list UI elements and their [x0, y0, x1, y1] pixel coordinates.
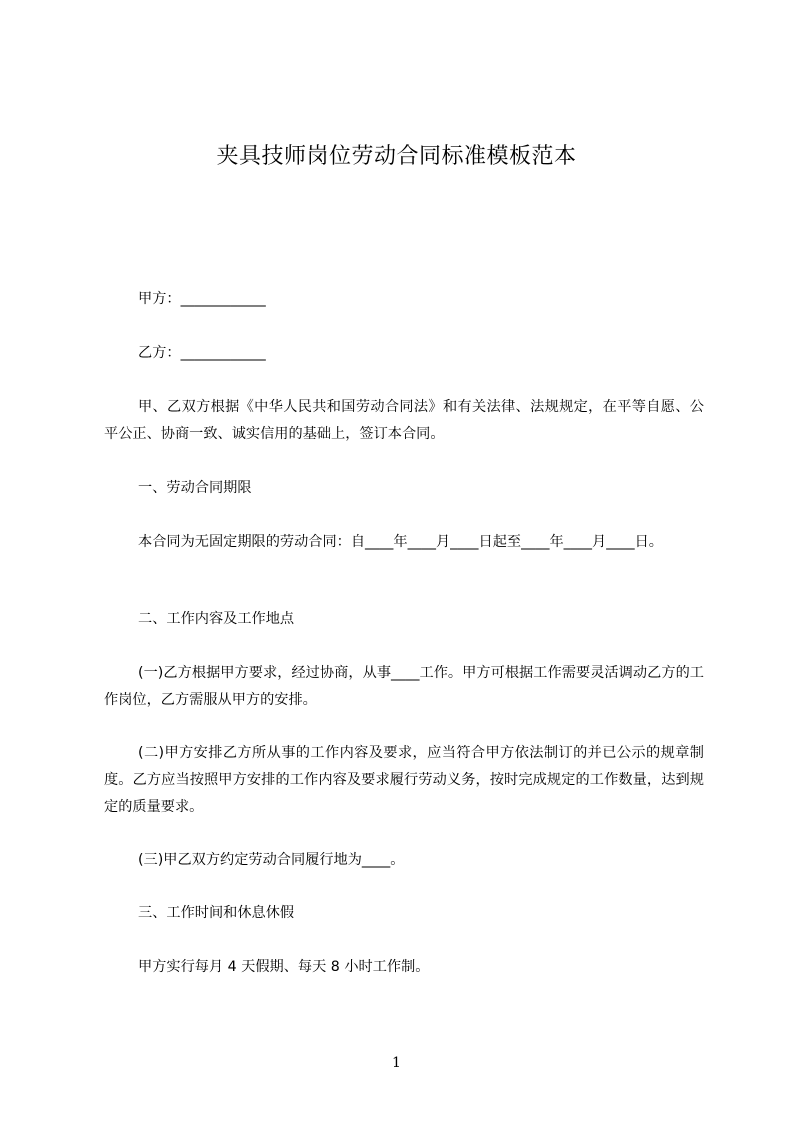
section-1-text: 本合同为无固定期限的劳动合同：自____年____月____日起至____年____月____日。	[138, 534, 663, 550]
section-2-item-2: (二)甲方安排乙方所从事的工作内容及要求，应当符合甲方依法制订的并已公示的规章制度。乙方应当按照甲方安排的工作内容及要求履行劳动义务，按时完成规定的工作数量，达到规定的质量要求。	[104, 745, 704, 815]
section-2-heading: 二、工作内容及工作地点	[138, 611, 295, 627]
intro-paragraph: 甲、乙双方根据《中华人民共和国劳动合同法》和有关法律、法规规定，在平等自愿、公平公正、协商一致、诚实信用的基础上，签订本合同。	[104, 399, 704, 442]
page-number: 1	[392, 1055, 401, 1071]
party-a-line: 甲方：____________	[138, 291, 266, 307]
party-b-line: 乙方：____________	[138, 345, 266, 361]
section-3-text: 甲方实行每月 4 天假期、每天 8 小时工作制。	[138, 959, 430, 975]
section-3-heading: 三、工作时间和休息休假	[138, 905, 295, 921]
document-title: 夹具技师岗位劳动合同标准模板范本	[216, 144, 577, 169]
section-2-item-3: (三)甲乙双方约定劳动合同履行地为____。	[138, 852, 405, 868]
section-2-item-1: (一)乙方根据甲方要求，经过协商，从事____工作。甲方可根据工作需要灵活调动乙方的工作岗位，乙方需服从甲方的安排。	[104, 665, 704, 708]
section-1-heading: 一、劳动合同期限	[138, 480, 252, 496]
